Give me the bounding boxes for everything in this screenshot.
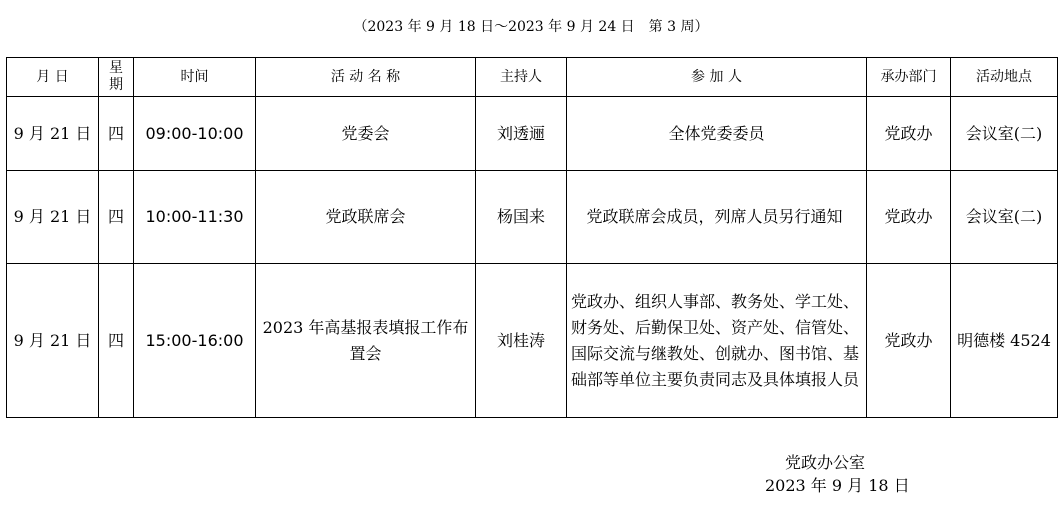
- participants-text: 党政联席会成员，列席人员另行通知: [586, 207, 843, 226]
- cell-activity: 党政联席会: [256, 171, 476, 264]
- header-participants: 参 加 人: [567, 58, 867, 97]
- table-header-row: [7, 58, 1058, 97]
- cell-activity: 党委会: [256, 97, 476, 171]
- header-time: 时间: [134, 58, 256, 97]
- cell-time: 10:00-11:30: [134, 171, 256, 264]
- header-host: 主持人: [476, 58, 567, 97]
- cell-location: 明德楼 4524: [951, 264, 1058, 418]
- cell-date: 9 月 21 日: [7, 97, 99, 171]
- cell-participants: 全体党委委员: [567, 97, 867, 171]
- issuing-office: 党政办公室: [785, 453, 866, 472]
- activity-text: 2023 年高基报表填报工作布置会: [262, 317, 469, 363]
- cell-organizer: 党政办: [867, 97, 951, 171]
- cell-time: 15:00-16:00: [134, 264, 256, 418]
- cell-participants: [567, 171, 867, 264]
- header-weekday: 星期: [99, 58, 134, 97]
- header-activity: 活 动 名 称: [256, 58, 476, 97]
- table-row: [7, 264, 1058, 418]
- header-organizer: 承办部门: [867, 58, 951, 97]
- cell-weekday: 四: [99, 171, 134, 264]
- cell-organizer: 党政办: [867, 171, 951, 264]
- header-date: 月 日: [7, 58, 99, 97]
- schedule-period: （2023 年 9 月 18 日～2023 年 9 月 24 日 第 3 周）: [353, 19, 709, 35]
- cell-location: 会议室(二): [951, 171, 1058, 264]
- cell-host: 刘透逦: [476, 97, 567, 171]
- cell-host: 杨国来: [476, 171, 567, 264]
- table-row: [7, 97, 1058, 171]
- issue-date: 2023 年 9 月 18 日: [765, 476, 910, 495]
- header-location: 活动地点: [951, 58, 1058, 97]
- cell-weekday: 四: [99, 97, 134, 171]
- cell-activity: [256, 264, 476, 418]
- participants-text: 党政办、组织人事部、教务处、学工处、财务处、后勤保卫处、资产处、信管处、国际交流与继教处、创就办、图书馆、基础部等单位主要负责同志及具体填报人员: [571, 291, 860, 389]
- cell-weekday: 四: [99, 264, 134, 418]
- cell-date: 9 月 21 日: [7, 264, 99, 418]
- weekly-schedule-table: [6, 57, 1058, 418]
- cell-participants: [567, 264, 867, 418]
- cell-host: 刘桂涛: [476, 264, 567, 418]
- table-row: [7, 171, 1058, 264]
- cell-date: 9 月 21 日: [7, 171, 99, 264]
- cell-time: 09:00-10:00: [134, 97, 256, 171]
- cell-organizer: 党政办: [867, 264, 951, 418]
- cell-location: 会议室(二): [951, 97, 1058, 171]
